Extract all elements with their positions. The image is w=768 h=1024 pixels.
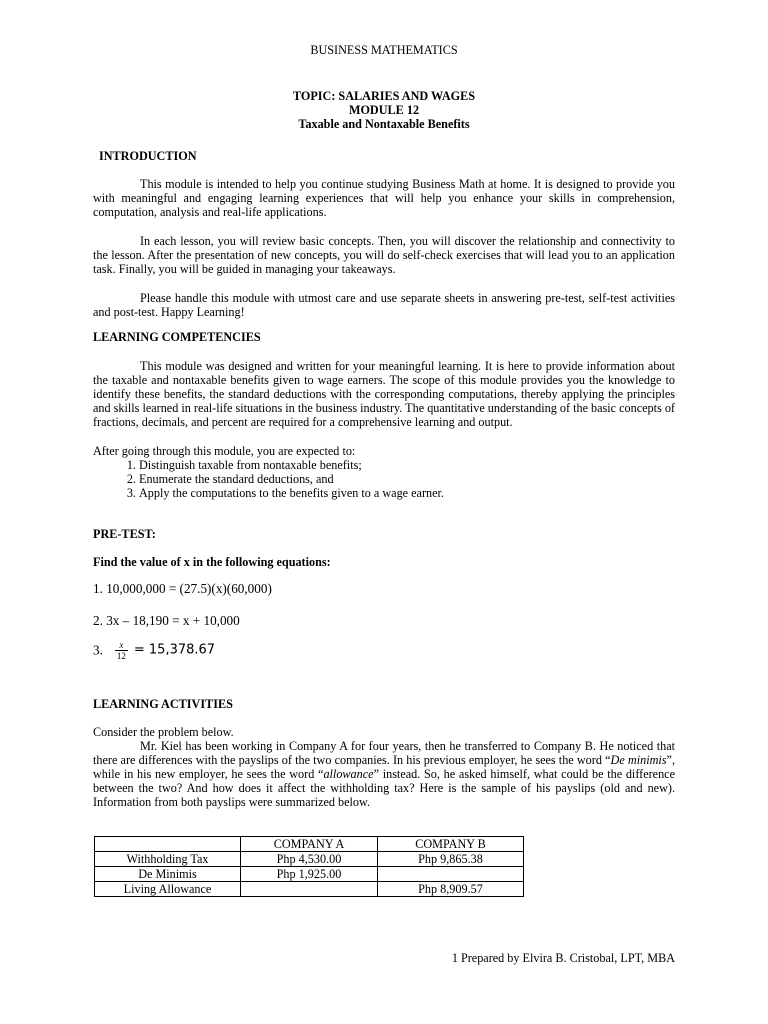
introduction-section xyxy=(93,177,675,319)
table-header-row xyxy=(95,837,524,852)
problem-text-1: Mr. Kiel has been working in Company A for four years, then he transferred to Company B. He noticed that there are differences with the payslips of the two companies. In his previous employer, he sees the word “ xyxy=(93,739,675,767)
activities-section xyxy=(93,725,675,809)
payslip-table xyxy=(94,836,524,897)
table-cell xyxy=(378,867,524,882)
table-row xyxy=(95,882,524,897)
table-cell: Php 1,925.00 xyxy=(241,867,378,882)
module-number: MODULE 12 xyxy=(348,103,420,117)
subject-title: BUSINESS MATHEMATICS xyxy=(310,43,458,57)
fraction xyxy=(115,640,128,661)
module-title: Taxable and Nontaxable Benefits xyxy=(298,117,470,131)
topic-line: TOPIC: SALARIES AND WAGES xyxy=(292,89,476,103)
equation-3-rhs: = 15,378.67 xyxy=(133,642,216,658)
activities-lead: Consider the problem below. xyxy=(93,725,234,739)
pretest-heading: PRE-TEST: xyxy=(93,527,156,541)
equation-2: 2. 3x – 18,190 = x + 10,000 xyxy=(93,613,240,628)
table-cell xyxy=(241,882,378,897)
activities-problem xyxy=(93,739,675,809)
pretest-instruction: Find the value of x in the following equations: xyxy=(93,555,331,569)
page-footer: 1 Prepared by Elvira B. Cristobal, LPT, MBA xyxy=(451,951,675,965)
table-cell: Php 4,530.00 xyxy=(241,852,378,867)
fraction-numerator: x xyxy=(115,640,128,651)
introduction-heading: INTRODUCTION xyxy=(99,149,197,163)
fraction-denominator: 12 xyxy=(116,651,126,661)
list-item: 2. Enumerate the standard deductions, and xyxy=(139,472,675,486)
competencies-lead: After going through this module, you are expected to: xyxy=(93,444,356,458)
competencies-section xyxy=(93,359,675,500)
term-de-minimis: De minimis xyxy=(610,753,667,767)
table-row xyxy=(95,852,524,867)
problem-text-3: ” instead. So, he asked himself, what could be the difference between the two? And how does it affect the withholding tax? Here is the sample of his payslips (old and new). Information from both payslips were summarized below. xyxy=(93,767,676,809)
table-header-cell: COMPANY B xyxy=(378,837,524,852)
table-cell: Living Allowance xyxy=(95,882,241,897)
table-row xyxy=(95,867,524,882)
activities-heading: LEARNING ACTIVITIES xyxy=(93,697,233,711)
table-cell: Php 8,909.57 xyxy=(378,882,524,897)
competencies-list xyxy=(93,458,675,500)
table-cell: De Minimis xyxy=(95,867,241,882)
table-cell: Withholding Tax xyxy=(95,852,241,867)
table-cell: Php 9,865.38 xyxy=(378,852,524,867)
equation-3-number: 3. xyxy=(93,642,103,658)
competencies-heading: LEARNING COMPETENCIES xyxy=(93,330,261,344)
table-header-cell xyxy=(95,837,241,852)
intro-paragraph-3: Please handle this module with utmost care and use separate sheets in answering pre-test, self-test activities and post-test. Happy Learning! xyxy=(93,291,675,319)
equation-3 xyxy=(93,640,675,661)
list-item: 3. Apply the computations to the benefits given to a wage earner. xyxy=(139,486,675,500)
competencies-paragraph: This module was designed and written for your meaningful learning. It is here to provide information about the taxable and nontaxable benefits given to wage earners. The scope of this module provides you the knowledge to identify these benefits, the standard deductions with the corresponding computations, thereby applying the principles and skills learned in real-life situations in the business industry. The quantitative understanding of the basic concepts of fractions, decimals, and percent are required for a comprehensive learning and output. xyxy=(93,359,675,429)
list-item: 1. Distinguish taxable from nontaxable benefits; xyxy=(139,458,675,472)
topic-block xyxy=(93,89,675,131)
equation-1: 1. 10,000,000 = (27.5)(x)(60,000) xyxy=(93,581,272,596)
intro-paragraph-1: This module is intended to help you continue studying Business Math at home. It is designed to provide you with meaningful and engaging learning experiences that will help you enhance your skills in comprehension, computation, analysis and real-life applications. xyxy=(93,177,675,219)
payslip-table-wrapper xyxy=(94,836,676,897)
problem-text-2: ”, while in his new employer, he sees the word “ xyxy=(93,753,675,781)
table-header-cell: COMPANY A xyxy=(241,837,378,852)
intro-paragraph-2: In each lesson, you will review basic concepts. Then, you will discover the relationship and connectivity to the lesson. After the presentation of new concepts, you will do self-check exercises that will lead you to an application task. Finally, you will be guided in managing your takeaways. xyxy=(93,234,675,276)
term-allowance: allowance xyxy=(323,767,374,781)
